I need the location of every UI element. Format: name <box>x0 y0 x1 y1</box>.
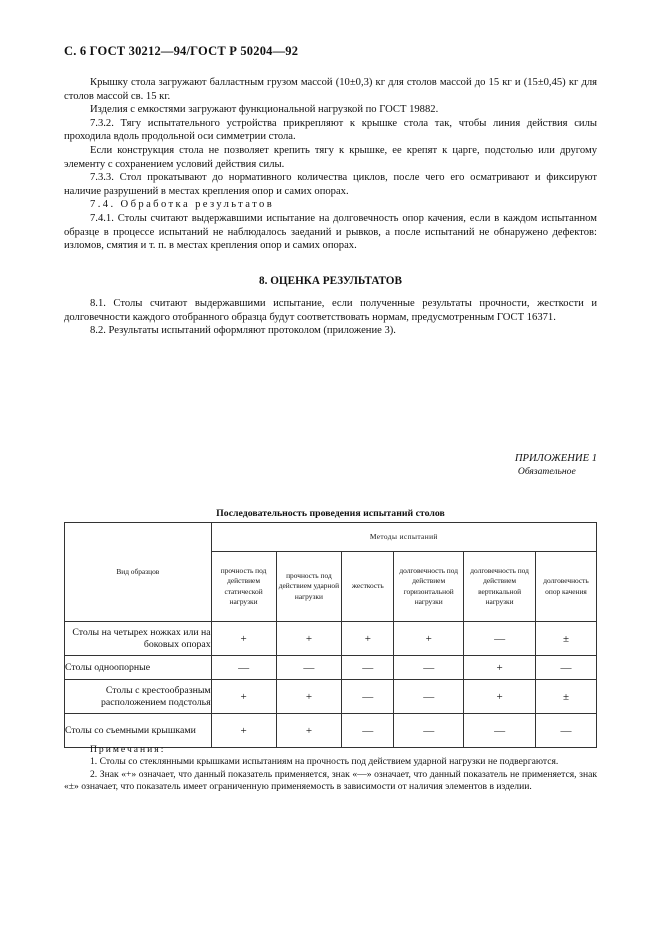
page-header: С. 6 ГОСТ 30212—94/ГОСТ Р 50204—92 <box>64 44 299 58</box>
kind-header: Вид образцов <box>65 523 212 622</box>
table-row <box>65 714 597 748</box>
column-header: жесткость <box>342 552 394 622</box>
cell-mark: ± <box>536 680 597 714</box>
methods-header: Методы испытаний <box>211 523 596 552</box>
cell-mark: — <box>394 680 464 714</box>
appendix-label-block <box>515 453 597 478</box>
cell-mark: ± <box>536 622 597 656</box>
paragraph: 8.2. Результаты испытаний оформляют протоколом (приложение 3). <box>90 325 396 337</box>
cell-mark: — <box>342 656 394 680</box>
appendix-status: Обязательное <box>517 465 576 477</box>
row-label: Столы со съемными крышками <box>65 714 212 748</box>
paragraph: 7.3.3. Стол прокатывают до нормативного количества циклов, после чего его осматривают и фиксируют наличие разрушений в местах крепления опор и самих опорах. <box>64 172 597 197</box>
section-title: 8. ОЦЕНКА РЕЗУЛЬТАТОВ <box>259 275 402 287</box>
paragraph: 7.3.2. Тягу испытательного устройства прикрепляют к крышке стола так, чтобы линия действия силы проходила вдоль продольной оси симметрии стола. <box>64 117 597 143</box>
note-item: 2. Знак «+» означает, что данный показатель применяется, знак «—» означает, что данный показатель не применяется, знак «±» означает, что показатель имеет ограниченную применяемость в зависимости от наличия элементов в изделии. <box>64 768 597 793</box>
cell-mark: + <box>211 622 276 656</box>
note-item: 1. Столы со стеклянными крышками испытаниям на прочность под действием ударной нагрузки не подвергаются. <box>90 756 559 768</box>
cell-mark: + <box>211 714 276 748</box>
table-row <box>65 680 597 714</box>
cell-mark: + <box>394 622 464 656</box>
column-header: прочность под действием ударной нагрузки <box>276 552 342 622</box>
column-header: прочность под действием статической нагрузки <box>211 552 276 622</box>
notes-block <box>64 744 597 794</box>
table-title: Последовательность проведения испытаний столов <box>216 508 445 519</box>
cell-mark: — <box>276 656 342 680</box>
cell-mark: — <box>464 622 536 656</box>
paragraph: Крышку стола загружают балластным грузом массой (10±0,3) кг для столов массой до 15 кг и (15±0,45) кг для столов массой св. 15 кг. <box>64 77 597 102</box>
section7-text <box>64 76 597 253</box>
paragraph: Изделия с емкостями загружают функциональной нагрузкой по ГОСТ 19882. <box>90 104 439 116</box>
table-row <box>65 656 597 680</box>
paragraph: 7.4.1. Столы считают выдержавшими испытание на долговечность опор качения, если в каждом испытанном образце в процессе испытаний не наблюдалось заеданий и рывков, а после испытаний не обнаружено дефектов: изломов, смятия и т. п. в местах крепления опор и самих опорах. <box>64 212 597 252</box>
cell-mark: + <box>464 680 536 714</box>
cell-mark: — <box>342 714 394 748</box>
column-header: долговечность под действием вертикальной нагрузки <box>464 552 536 622</box>
cell-mark: — <box>536 656 597 680</box>
row-label: Столы с крестообразным расположением подстолья <box>65 680 212 714</box>
cell-mark: + <box>276 622 342 656</box>
cell-mark: — <box>394 714 464 748</box>
section8-text <box>64 297 597 338</box>
cell-mark: — <box>536 714 597 748</box>
paragraph: 8.1. Столы считают выдержавшими испытание, если полученные результаты прочности, жесткости и долговечности каждого отобранного образца будут соответствовать нормам, предусмотренным ГОСТ 16371. <box>64 298 597 323</box>
cell-mark: + <box>276 714 342 748</box>
column-header: долговечность под действием горизонтальной нагрузки <box>394 552 464 622</box>
cell-mark: — <box>342 680 394 714</box>
row-label: Столы на четырех ножках или на боковых опорах <box>65 622 212 656</box>
cell-mark: + <box>276 680 342 714</box>
appendix-label: ПРИЛОЖЕНИЕ 1 <box>514 453 597 464</box>
notes-heading: Примечания: <box>90 744 166 755</box>
cell-mark: + <box>464 656 536 680</box>
table-row <box>65 622 597 656</box>
tests-table <box>64 522 597 748</box>
cell-mark: — <box>394 656 464 680</box>
cell-mark: + <box>211 680 276 714</box>
cell-mark: — <box>464 714 536 748</box>
cell-mark: — <box>211 656 276 680</box>
paragraph: Если конструкция стола не позволяет крепить тягу к крышке, ее крепят к царге, подстолью или другому элементу с сохранением условий действия силы. <box>64 144 597 170</box>
column-header: долговечность опор качения <box>536 552 597 622</box>
subsection-heading: 7.4. Обработка результатов <box>90 199 275 211</box>
row-label: Столы одноопорные <box>65 656 212 680</box>
cell-mark: + <box>342 622 394 656</box>
